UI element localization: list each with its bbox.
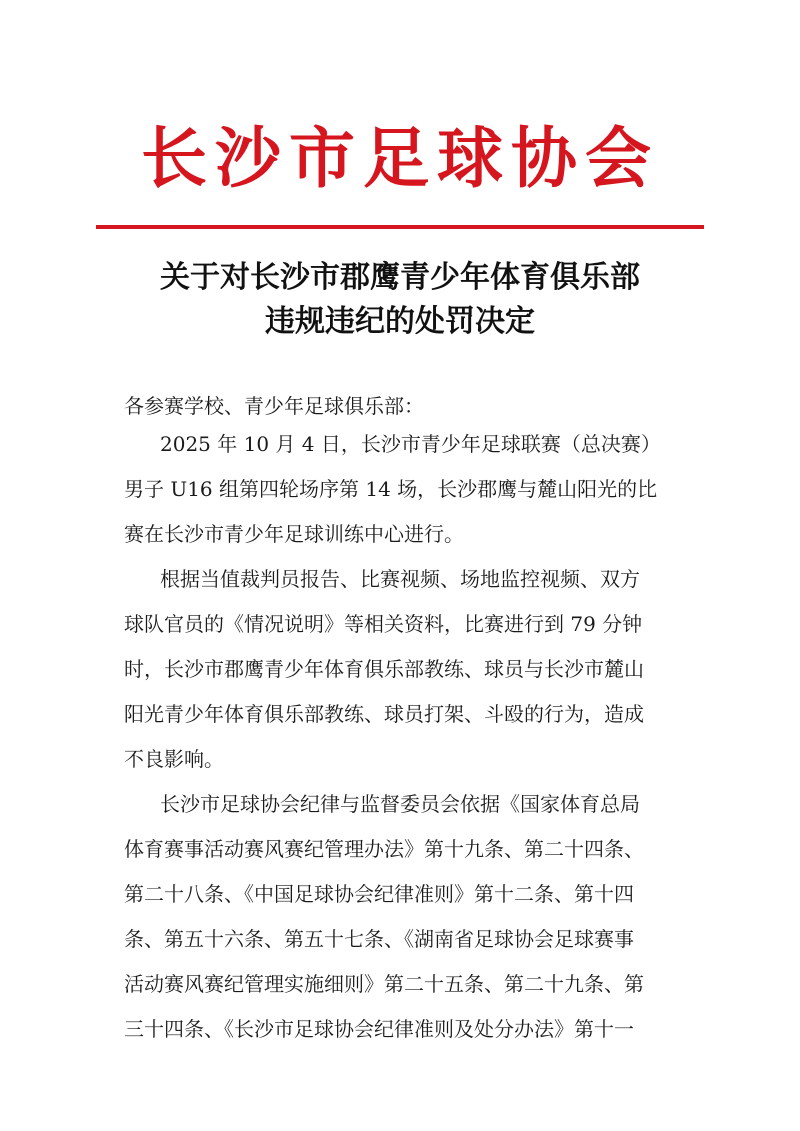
paragraph-1-line-1: 2025 年 10 月 4 日，长沙市青少年足球联赛（总决赛） (160, 432, 661, 456)
paragraph-3-line-5: 活动赛风赛纪管理实施细则》第二十五条、第二十九条、第 (124, 972, 644, 996)
paragraph-3-line-4: 条、第五十六条、第五十七条、《湖南省足球协会足球赛事 (124, 927, 634, 951)
document-title-line-1: 关于对长沙市郡鹰青少年体育俱乐部 (160, 260, 640, 295)
salutation: 各参赛学校、青少年足球俱乐部： (124, 394, 424, 418)
paragraph-1-line-2: 男子 U16 组第四轮场序第 14 场，长沙郡鹰与麓山阳光的比 (124, 477, 658, 501)
paragraph-2-line-3: 时，长沙市郡鹰青少年体育俱乐部教练、球员与长沙市麓山 (124, 657, 644, 681)
paragraph-3-line-3: 第二十八条、《中国足球协会纪律准则》第十二条、第十四 (124, 882, 634, 906)
letterhead-red-rule (96, 225, 704, 229)
document-title-line-2: 违规违纪的处罚决定 (265, 304, 535, 339)
paragraph-3-line-2: 体育赛事活动赛风赛纪管理办法》第十九条、第二十四条、 (124, 837, 644, 861)
letterhead-org-name: 长沙市足球协会 (141, 119, 659, 197)
paragraph-2-line-1: 根据当值裁判员报告、比赛视频、场地监控视频、双方 (160, 567, 640, 591)
paragraph-3-line-1: 长沙市足球协会纪律与监督委员会依据《国家体育总局 (160, 792, 640, 816)
paragraph-3-line-6: 三十四条、《长沙市足球协会纪律准则及处分办法》第十一 (124, 1017, 634, 1041)
paragraph-2-line-4: 阳光青少年体育俱乐部教练、球员打架、斗殴的行为，造成 (124, 702, 644, 726)
paragraph-1-line-3: 赛在长沙市青少年足球训练中心进行。 (124, 522, 464, 546)
paragraph-2-line-2: 球队官员的《情况说明》等相关资料，比赛进行到 79 分钟 (124, 612, 643, 636)
paragraph-2-line-5: 不良影响。 (124, 747, 224, 771)
